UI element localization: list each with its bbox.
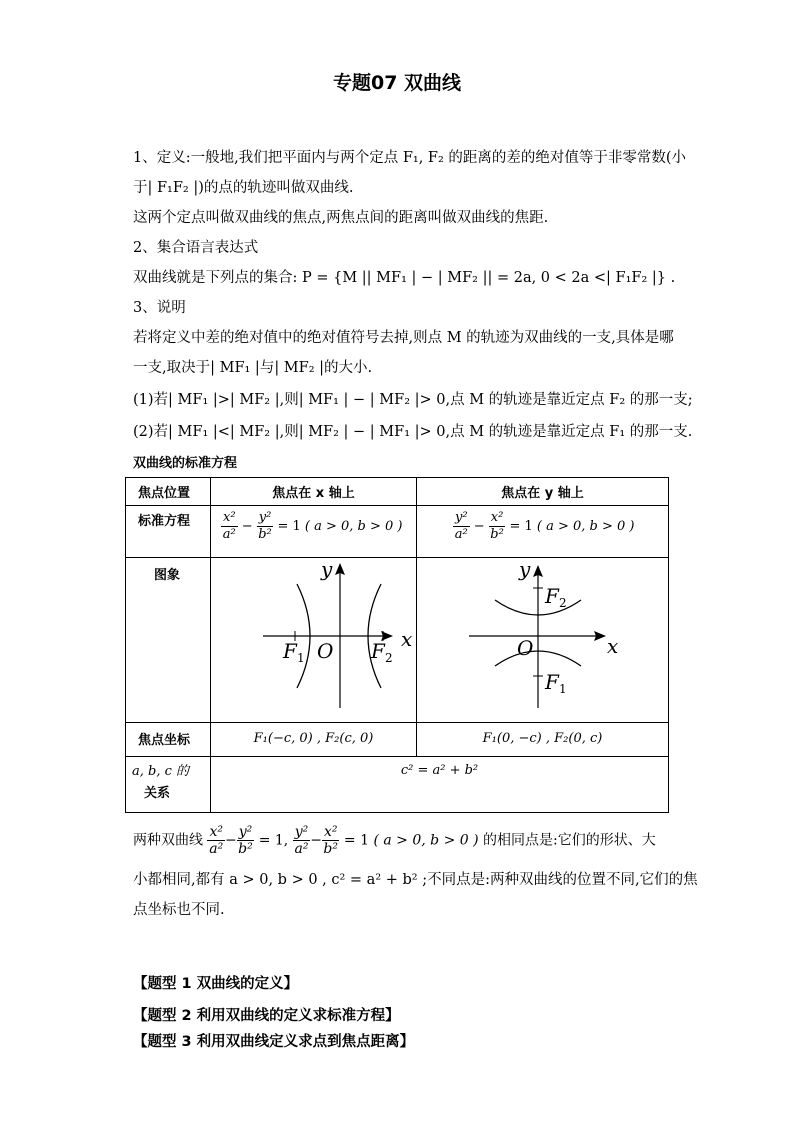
table-header-row xyxy=(126,478,669,506)
relation-row xyxy=(126,757,669,813)
figure-row xyxy=(126,558,669,723)
abc-relation: c² = a² + b² xyxy=(211,757,669,813)
comparison-line-3: 点坐标也不同. xyxy=(133,902,225,918)
y-equation-condition: ( a > 0, b > 0 ) xyxy=(536,519,635,534)
set-heading: 2、集合语言表达式 xyxy=(133,240,259,256)
fraction-y2-a2: $\frac{\text{y²}}{\text{a²}}$ xyxy=(294,824,309,857)
x-foci-coordinates: F₁(−c, 0) , F₂(c, 0) xyxy=(211,723,417,757)
x-axis-hyperbola-figure xyxy=(211,558,417,718)
foci-label: 焦点坐标 xyxy=(126,723,211,757)
fraction-x2-a2: $\frac{\text{x²}}{\text{a²}}$ xyxy=(209,824,224,857)
relation-label-line-2: 关系 xyxy=(144,786,171,801)
fraction-y2-a2: $\frac{\text{y²}}{\text{a²}}$ xyxy=(454,510,468,542)
section-heading-3: 【题型 3 利用双曲线定义求点到焦点距离】 xyxy=(133,1034,415,1050)
comparison-line-1: 两种双曲线 $\frac{\text{x²}}{\text{a²}}$ − $\frac{\text{y²}}{\text{b²}}$ = 1, $\frac{\text{y²}}{\text{a²}}$ − $\frac{\text{x²}}{\text{b²}}$ = 1 ( a > 0, b > 0 ) 的相同点是:它们的形状、大 xyxy=(133,824,656,857)
focus-2-label: F xyxy=(545,584,559,608)
x-axis-equation: $\frac{\text{x²}}{\text{a²}}$ − $\frac{\text{y²}}{\text{b²}}$ = 1 ( a > 0, b > 0 ) xyxy=(211,506,417,558)
x-axis-figure-cell xyxy=(211,558,417,723)
note-line-2: 一支,取决于| MF₁ |与| MF₂ |的大小. xyxy=(133,360,373,376)
y-axis-label: y xyxy=(321,558,333,581)
origin-label: O xyxy=(517,636,534,660)
table-caption: 双曲线的标准方程 xyxy=(133,456,238,471)
equation-label: 标准方程 xyxy=(126,506,211,558)
fraction-y2-b2: $\frac{\text{y²}}{\text{b²}}$ xyxy=(238,824,253,857)
fraction-x2-b2: $\frac{\text{x²}}{\text{b²}}$ xyxy=(323,824,338,857)
note-line-1: 若将定义中差的绝对值中的绝对值符号去掉,则点 M 的轨迹为双曲线的一支,具体是哪 xyxy=(133,330,674,346)
comparison-line-2: 小都相同,都有 a > 0, b > 0 , c² = a² + b² ;不同点是:两种双曲线的位置不同,它们的焦 xyxy=(133,872,698,888)
page-title: 专题07 双曲线 xyxy=(332,72,462,94)
focus-2-subscript: 2 xyxy=(559,596,567,610)
x-equation-condition: ( a > 0, b > 0 ) xyxy=(304,519,403,534)
case-2: (2)若| MF₁ |<| MF₂ |,则| MF₂ | − | MF₁ |> 0,点 M 的轨迹是靠近定点 F₁ 的那一支. xyxy=(133,424,693,440)
foci-row xyxy=(126,723,669,757)
figure-label: 图象 xyxy=(126,558,211,723)
x-axis-label: x xyxy=(401,627,413,651)
case-1: (1)若| MF₁ |>| MF₂ |,则| MF₁ | − | MF₂ |> 0,点 M 的轨迹是靠近定点 F₂ 的那一支; xyxy=(133,392,693,408)
header-focus-position: 焦点位置 xyxy=(126,478,211,506)
focus-1-label: F xyxy=(283,639,297,663)
set-expression: 双曲线就是下列点的集合: P = {M || MF₁ | − | MF₂ || = 2a, 0 < 2a <| F₁F₂ |} . xyxy=(133,270,676,286)
focus-1-label: F xyxy=(545,670,559,694)
equation-row xyxy=(126,506,669,558)
y-axis-label: y xyxy=(519,558,531,581)
relation-label-line-1: a, b, c 的 xyxy=(132,764,190,779)
relation-label xyxy=(126,757,211,813)
focus-1-subscript: 1 xyxy=(559,682,567,696)
focus-2-subscript: 2 xyxy=(385,651,393,665)
section-heading-2: 【题型 2 利用双曲线的定义求标准方程】 xyxy=(133,1008,400,1024)
x-axis-label: x xyxy=(607,634,619,658)
header-y-axis: 焦点在 y 轴上 xyxy=(417,478,669,506)
note-heading: 3、说明 xyxy=(133,300,186,316)
focus-1-subscript: 1 xyxy=(297,651,305,665)
fraction-y2-b2: $\frac{\text{y²}}{\text{b²}}$ xyxy=(258,510,272,542)
y-axis-figure-cell xyxy=(417,558,669,723)
standard-equation-table xyxy=(125,477,669,813)
y-axis-hyperbola-figure xyxy=(417,558,669,718)
focus-2-label: F xyxy=(371,639,385,663)
definition-line-1: 1、定义:一般地,我们把平面内与两个定点 F₁, F₂ 的距离的差的绝对值等于非零常数(小 xyxy=(133,150,687,166)
definition-line-2: 于| F₁F₂ |)的点的轨迹叫做双曲线. xyxy=(133,180,354,196)
y-foci-coordinates: F₁(0, −c) , F₂(0, c) xyxy=(417,723,669,757)
fraction-x2-b2: $\frac{\text{x²}}{\text{b²}}$ xyxy=(490,510,504,542)
header-x-axis: 焦点在 x 轴上 xyxy=(211,478,417,506)
fraction-x2-a2: $\frac{\text{x²}}{\text{a²}}$ xyxy=(222,510,236,542)
origin-label: O xyxy=(317,639,334,663)
foci-description: 这两个定点叫做双曲线的焦点,两焦点间的距离叫做双曲线的焦距. xyxy=(133,210,549,226)
section-heading-1: 【题型 1 双曲线的定义】 xyxy=(133,976,299,992)
y-axis-equation: $\frac{\text{y²}}{\text{a²}}$ − $\frac{\text{x²}}{\text{b²}}$ = 1 ( a > 0, b > 0 ) xyxy=(417,506,669,558)
